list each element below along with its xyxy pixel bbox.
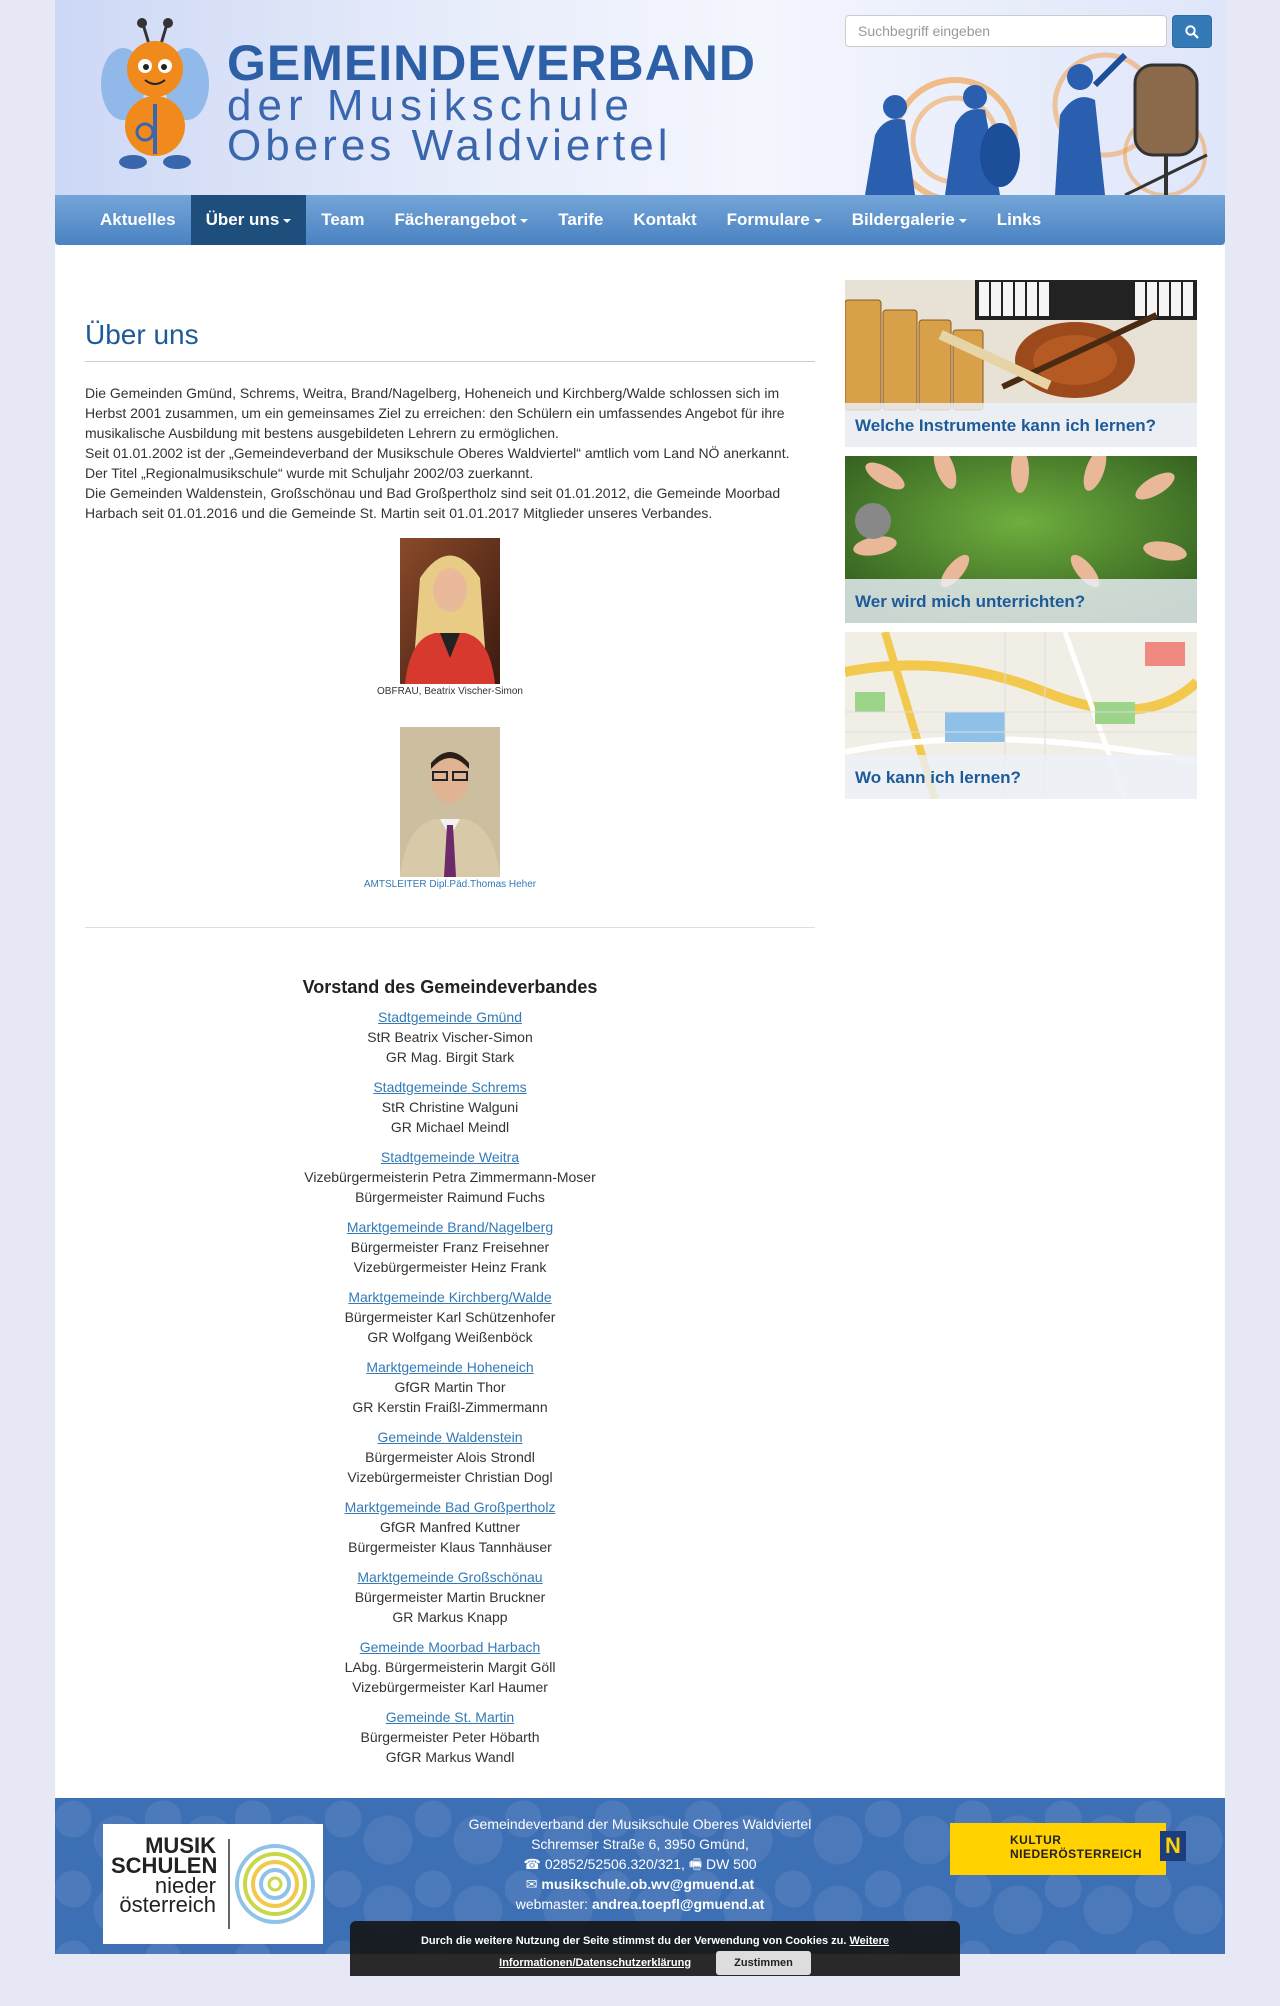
board-member: LAbg. Bürgermeisterin Margit Göll <box>344 1659 556 1675</box>
gemeinde-link[interactable]: Stadtgemeinde Gmünd <box>378 1009 522 1025</box>
board-member: Vizebürgermeister Karl Haumer <box>352 1679 548 1695</box>
site-title-line1: GEMEINDEVERBAND <box>227 35 756 91</box>
nav-item-aktuelles[interactable] <box>85 195 191 245</box>
search-icon <box>1185 25 1199 39</box>
board-member: Bürgermeister Peter Höbarth <box>360 1729 540 1745</box>
nav-item-label: Links <box>996 210 1042 229</box>
nav-item-team[interactable] <box>306 195 379 245</box>
gemeinde-link[interactable]: Marktgemeinde Bad Großpertholz <box>344 1499 556 1515</box>
board-member: Bürgermeister Klaus Tannhäuser <box>348 1539 552 1555</box>
footer-email-link[interactable]: musikschule.ob.wv@gmuend.at <box>541 1876 755 1892</box>
board-group <box>85 1147 815 1207</box>
board-member: Bürgermeister Raimund Fuchs <box>355 1189 545 1205</box>
board-group <box>85 1567 815 1627</box>
board-member: GfGR Markus Wandl <box>385 1749 515 1765</box>
nav-item-faecherangebot[interactable] <box>379 195 543 245</box>
board-member: GR Michael Meindl <box>390 1119 510 1135</box>
intro-paragraph: Die Gemeinden Gmünd, Schrems, Weitra, Brand/Nagelberg, Hoheneich und Kirchberg/Walde schlossen sich im Herbst 2001 zusammen, um ein gemeinsames Ziel zu erreichen: den Schülern ein umfassendes Angebot für ihre musikalische Ausbildung mit bestens ausgebildeten Lehrern zu ermöglichen. <box>85 385 785 441</box>
gemeinde-link[interactable]: Marktgemeinde Brand/Nagelberg <box>346 1219 554 1235</box>
gemeinde-link[interactable]: Stadtgemeinde Schrems <box>373 1079 527 1095</box>
caret-down-icon <box>283 219 291 223</box>
fax-icon: 🖷 <box>688 1856 703 1872</box>
footer-address: Schremser Straße 6, 3950 Gmünd, <box>531 1836 749 1852</box>
gemeinde-link[interactable]: Gemeinde Waldenstein <box>377 1429 523 1445</box>
footer-org: Gemeindeverband der Musikschule Oberes Waldviertel <box>468 1816 812 1832</box>
nav-item-label: Kontakt <box>633 210 697 229</box>
logo-word: österreich <box>119 1892 216 1918</box>
page-title: Über uns <box>85 319 199 350</box>
board-member: GfGR Martin Thor <box>394 1379 506 1395</box>
board-member: Vizebürgermeister Heinz Frank <box>353 1259 547 1275</box>
board-member: GR Markus Knapp <box>392 1609 508 1625</box>
kultur-noe-logo[interactable] <box>950 1823 1181 1875</box>
logo-rings-icon <box>227 1834 317 1934</box>
bee-mascot-logo[interactable] <box>95 14 215 174</box>
nav-item-kontakt[interactable] <box>618 195 711 245</box>
board-member: Vizebürgermeisterin Petra Zimmermann-Moser <box>304 1169 596 1185</box>
board-group <box>85 1357 815 1417</box>
envelope-icon: ✉ <box>525 1876 538 1892</box>
board-member: GfGR Manfred Kuttner <box>379 1519 521 1535</box>
gemeinde-link[interactable]: Marktgemeinde Hoheneich <box>366 1359 534 1375</box>
footer-email-line <box>355 1874 925 1894</box>
portrait-obfrau <box>400 538 500 684</box>
divider <box>85 927 815 928</box>
logo-word: SCHULEN <box>111 1852 218 1878</box>
cookie-text-block <box>350 1931 960 1975</box>
search-button[interactable] <box>1172 15 1212 48</box>
gemeinde-link[interactable]: Stadtgemeinde Weitra <box>380 1149 520 1165</box>
intro-paragraph: Die Gemeinden Waldenstein, Großschönau und Bad Großpertholz sind seit 01.01.2012, die Gemeinde Moorbad Harbach seit 01.01.2016 und die Gemeinde St. Martin seit 01.01.2017 Mitglieder unseres Verbandes. <box>85 485 781 521</box>
phone-icon: ☎ <box>523 1856 541 1872</box>
intro-paragraph: Seit 01.01.2002 ist der „Gemeindeverband der Musikschule Oberes Waldviertel“ amtlich vom Land NÖ anerkannt. <box>85 445 790 461</box>
board-member: Bürgermeister Franz Freisehner <box>350 1239 550 1255</box>
main-content <box>55 245 1225 1798</box>
gemeinde-link[interactable]: Marktgemeinde Großschönau <box>357 1569 543 1585</box>
board-member: GR Mag. Birgit Stark <box>385 1049 515 1065</box>
nav-item-formulare[interactable] <box>712 195 837 245</box>
board-group <box>85 1427 815 1487</box>
photo-caption: OBFRAU, Beatrix Vischer-Simon <box>377 686 523 697</box>
nav-item-label: Fächerangebot <box>394 210 517 229</box>
nav-item-label: Formulare <box>726 210 810 229</box>
nav-item-label: Aktuelles <box>100 210 176 229</box>
gemeinde-link[interactable]: Marktgemeinde Kirchberg/Walde <box>348 1289 552 1305</box>
nav-item-label: Bildergalerie <box>851 210 955 229</box>
webmaster-label: webmaster: <box>515 1896 589 1912</box>
kultur-logo-text <box>1010 1833 1142 1861</box>
musikschulen-noe-logo[interactable] <box>103 1824 323 1944</box>
kultur-logo-word: KULTUR <box>1010 1833 1062 1847</box>
page-container <box>55 0 1225 1918</box>
sidebar-box-locations[interactable] <box>845 632 1197 799</box>
sidebar-box-label: Wer wird mich unterrichten? <box>855 592 1086 611</box>
logo-word: MUSIK <box>145 1833 216 1858</box>
musicians-illustration <box>835 45 1225 195</box>
footer-contact <box>355 1814 925 1914</box>
board-group <box>85 1217 815 1277</box>
sidebar-box-label: Welche Instrumente kann ich lernen? <box>855 416 1157 435</box>
footer-phone-line <box>355 1854 925 1874</box>
noe-n-icon: N <box>1160 1831 1186 1861</box>
logo-word: nieder <box>154 1872 216 1898</box>
footer-fax: DW 500 <box>705 1856 757 1872</box>
nav-item-ueber-uns[interactable] <box>191 195 307 245</box>
photo-caption-link[interactable]: AMTSLEITER Dipl.Päd.Thomas Heher <box>363 879 537 890</box>
portrait-amtsleiter[interactable] <box>400 727 500 877</box>
footer-phone: 02852/52506.320/321, <box>544 1856 685 1872</box>
cookie-accept-button[interactable]: Zustimmen <box>716 1951 811 1975</box>
board-member: Bürgermeister Martin Bruckner <box>354 1589 546 1605</box>
board-member: GR Kerstin Fraißl-Zimmermann <box>352 1399 548 1415</box>
cookie-message: Durch die weitere Nutzung der Seite stimmst du der Verwendung von Cookies zu. <box>420 1935 847 1947</box>
site-header <box>55 0 1225 195</box>
intro-text <box>85 383 815 523</box>
board-list <box>85 1007 815 1777</box>
main-navigation <box>55 195 1225 245</box>
gemeinde-link[interactable]: Gemeinde Moorbad Harbach <box>359 1639 541 1655</box>
nav-item-tarife[interactable] <box>543 195 618 245</box>
gemeinde-link[interactable]: Gemeinde St. Martin <box>385 1709 515 1725</box>
board-group <box>85 1637 815 1697</box>
footer-webmaster-line <box>355 1894 925 1914</box>
board-title: Vorstand des Gemeindeverbandes <box>302 977 598 997</box>
caret-down-icon <box>520 219 528 223</box>
nav-item-label: Team <box>321 210 365 229</box>
board-member: Bürgermeister Alois Strondl <box>365 1449 535 1465</box>
search-input[interactable] <box>845 15 1167 47</box>
webmaster-email-link[interactable]: andrea.toepfl@gmuend.at <box>591 1896 765 1912</box>
board-member: StR Christine Walguni <box>381 1099 519 1115</box>
board-group <box>85 1007 815 1067</box>
musikschulen-logo-text <box>111 1833 218 1918</box>
kultur-logo-word: NIEDERÖSTERREICH <box>1010 1847 1143 1861</box>
site-title-line3: Oberes Waldviertel <box>227 121 672 170</box>
board-group <box>85 1287 815 1347</box>
caret-down-icon <box>959 219 967 223</box>
board-member: StR Beatrix Vischer-Simon <box>367 1029 533 1045</box>
cookie-privacy-link[interactable]: Informationen/Datenschutzerklärung <box>499 1957 692 1969</box>
nav-item-bildergalerie[interactable] <box>837 195 982 245</box>
board-member: GR Wolfgang Weißenböck <box>367 1329 533 1345</box>
site-title-line2: der Musikschule <box>227 81 635 130</box>
board-group <box>85 1077 815 1137</box>
board-group <box>85 1707 815 1767</box>
cookie-more-link[interactable]: Weitere <box>849 1935 890 1947</box>
sidebar-box-teachers[interactable] <box>845 456 1197 623</box>
divider <box>85 361 815 362</box>
nav-item-links[interactable] <box>982 195 1056 245</box>
nav-item-label: Über uns <box>205 210 280 229</box>
nav-item-label: Tarife <box>558 210 604 229</box>
cookie-banner <box>350 1921 960 1976</box>
board-group <box>85 1497 815 1557</box>
caret-down-icon <box>814 219 822 223</box>
intro-paragraph: Der Titel „Regionalmusikschule“ wurde mit Schuljahr 2002/03 zuerkannt. <box>85 465 534 481</box>
board-member: Bürgermeister Karl Schützenhofer <box>344 1309 556 1325</box>
sidebar-box-label: Wo kann ich lernen? <box>855 768 1021 787</box>
sidebar-box-instruments[interactable] <box>845 280 1197 447</box>
board-member: Vizebürgermeister Christian Dogl <box>347 1469 553 1485</box>
